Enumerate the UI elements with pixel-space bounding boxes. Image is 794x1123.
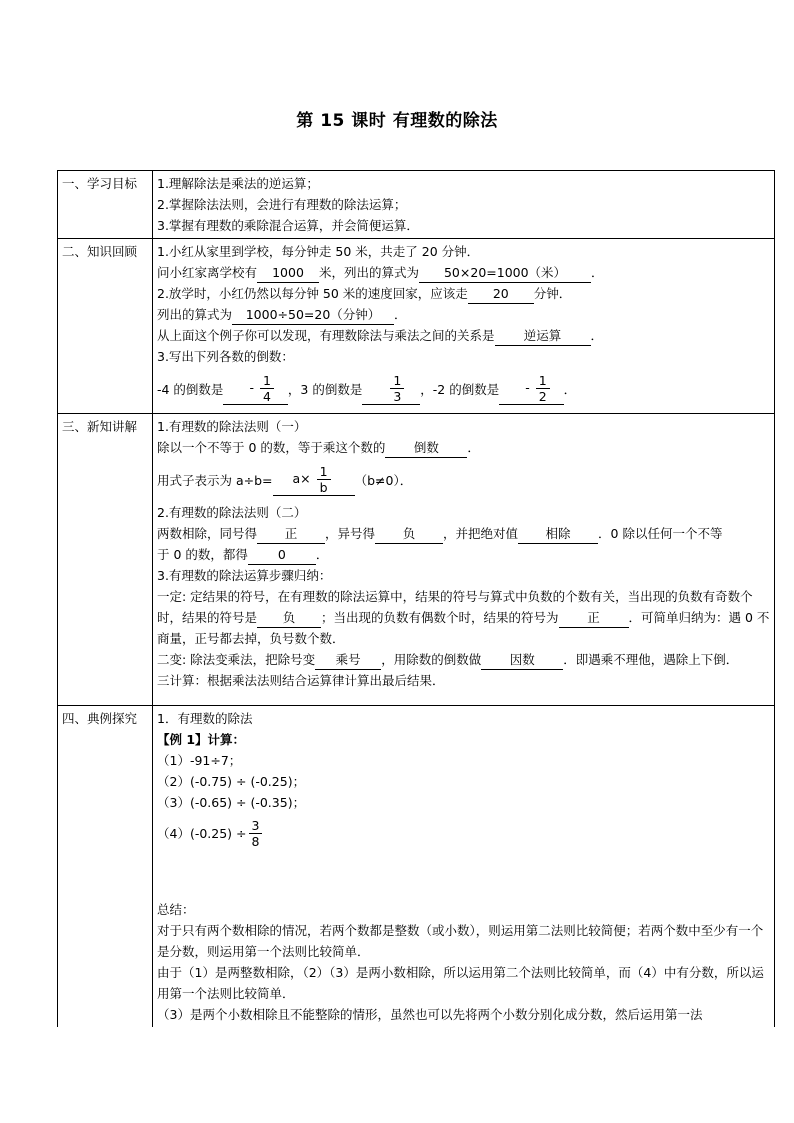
fraction: $\frac{3}{8}$ — [249, 818, 263, 849]
answer-blank: 正 — [559, 609, 629, 628]
step-one: 一定: 定结果的符号，在有理数的除法运算中，结果的符号与算式中负数的个数有关，当出现的负数有奇数个时，结果的符号是 负 ；当出现的负数有偶数个时，结果的符号为 正 ．可简单归纳为：遇 0 不商量，正号都去掉，负号数个数． — [157, 589, 770, 646]
section-label: 二、知识回顾 — [58, 239, 153, 414]
section-content — [153, 706, 775, 1028]
section-label: 一、学习目标 — [58, 171, 153, 239]
answer-blank: 负 — [257, 609, 321, 628]
section-examples — [58, 706, 775, 1028]
rule-heading: 3.有理数的除法运算步骤归纳： — [157, 568, 332, 583]
answer-blank: 正 — [257, 525, 325, 544]
section-content — [153, 171, 775, 239]
question-3: 3.写出下列各数的倒数： — [157, 349, 294, 364]
rule-heading: 1.有理数的除法法则（一） — [157, 419, 307, 434]
goal-item: 1.理解除法是乘法的逆运算； — [157, 176, 319, 191]
answer-blank: 相除 — [518, 525, 598, 544]
summary-text: （3）是两个小数相除且不能整除的情形，虽然也可以先将两个小数分别化成分数，然后运用第一法 — [157, 1007, 703, 1022]
rule-heading: 2.有理数的除法法则（二） — [157, 505, 307, 520]
fraction: $\frac{1}{4}$ — [260, 373, 274, 404]
step-three: 三计算：根据乘法法则结合运算律计算出最后结果． — [157, 673, 445, 688]
page-title: 第 15 课时 有理数的除法 — [296, 111, 498, 131]
rule-formula: 用式子表示为 a÷b= a× $\frac{1}{b}$ （b≠0）． — [157, 464, 413, 495]
rule-text: 除以一个不等于 0 的数，等于乘这个数的 倒数 ． — [157, 437, 770, 458]
section-label: 四、典例探究 — [58, 706, 153, 1028]
fraction: $\frac{1}{3}$ — [390, 373, 404, 404]
answer-blank: 20 — [468, 285, 534, 304]
step-two: 二变: 除法变乘法，把除号变 乘号 ，用除数的倒数做 因数 ．即遇乘不理他，遇除上下倒． — [157, 649, 770, 670]
answer-blank: 逆运算 — [495, 327, 591, 346]
answer-blank: - $\frac{1}{4}$ — [223, 373, 287, 405]
answer-blank: a× $\frac{1}{b}$ — [273, 464, 355, 496]
answer-blank: 1000 — [257, 264, 319, 283]
answer-blank: 1000÷50=20（分钟） — [232, 306, 394, 325]
answer-blank: - $\frac{1}{2}$ — [499, 373, 563, 405]
answer-blank: 因数 — [481, 651, 563, 670]
answer-blank — [362, 373, 420, 405]
rule-text: 于 0 的数，都得 0 ． — [157, 544, 770, 565]
exercise-item: （3）(-0.65) ÷ (-0.35)； — [157, 795, 306, 810]
question-2-relation: 从上面这个例子你可以发现，有理数除法与乘法之间的关系是 逆运算 ． — [157, 325, 770, 346]
question-2-formula: 列出的算式为 1000÷50=20（分钟） ． — [157, 304, 770, 325]
fraction: $\frac{1}{b}$ — [317, 464, 331, 495]
section-content — [153, 239, 775, 414]
answer-blank: 倒数 — [385, 439, 467, 458]
section-learning-goals — [58, 171, 775, 239]
section-knowledge-review — [58, 239, 775, 414]
section-label: 三、新知讲解 — [58, 414, 153, 706]
section-new-knowledge — [58, 414, 775, 706]
goal-item: 3.掌握有理数的乘除混合运算，并会简便运算． — [157, 218, 419, 233]
summary-text: 由于（1）是两整数相除，（2）（3）是两小数相除，所以运用第二个法则比较简单，而（4）中有分数，所以运用第一个法则比较简单． — [157, 965, 764, 1001]
exercise-item: （4）(-0.25) ÷ $\frac{3}{8}$ — [157, 813, 770, 853]
summary-text: 对于只有两个数相除的情况，若两个数都是整数（或小数），则运用第二法则比较简便；若两个数中至少有一个是分数，则运用第一个法则比较简单． — [157, 923, 764, 959]
exercise-item: （1）-91÷7； — [157, 753, 242, 768]
answer-blank: 乘号 — [315, 651, 381, 670]
question-1: 1.小红从家里到学校，每分钟走 50 米，共走了 20 分钟． — [157, 244, 480, 259]
reciprocal-answers: -4 的倒数是 - $\frac{1}{4}$ ，3 的倒数是 $\frac{1}{3}$ ，-2 的倒数是 - $\frac{1}{2}$ ． — [157, 373, 577, 404]
example-tag: 【例 1】计算： — [157, 732, 246, 747]
answer-blank: 50×20=1000（米） — [419, 264, 591, 283]
summary-heading: 总结： — [157, 902, 195, 917]
example-heading: 1．有理数的除法 — [157, 711, 253, 726]
answer-blank: 0 — [248, 546, 316, 565]
section-content — [153, 414, 775, 706]
fraction: $\frac{1}{2}$ — [536, 373, 550, 404]
question-1-blanks: 问小红家离学校有 1000 米，列出的算式为 50×20=1000（米） ． — [157, 262, 770, 283]
goal-item: 2.掌握除法法则，会进行有理数的除法运算； — [157, 197, 407, 212]
answer-blank: 负 — [375, 525, 443, 544]
exercise-item: （2）(-0.75) ÷ (-0.25)； — [157, 774, 306, 789]
rule-text: 两数相除，同号得 正 ，异号得 负 ，并把绝对值 相除 ．0 除以任何一个不等 — [157, 523, 770, 544]
question-2: 2.放学时，小红仍然以每分钟 50 米的速度回家，应该走 20 分钟． — [157, 283, 770, 304]
lesson-table — [57, 170, 775, 1027]
